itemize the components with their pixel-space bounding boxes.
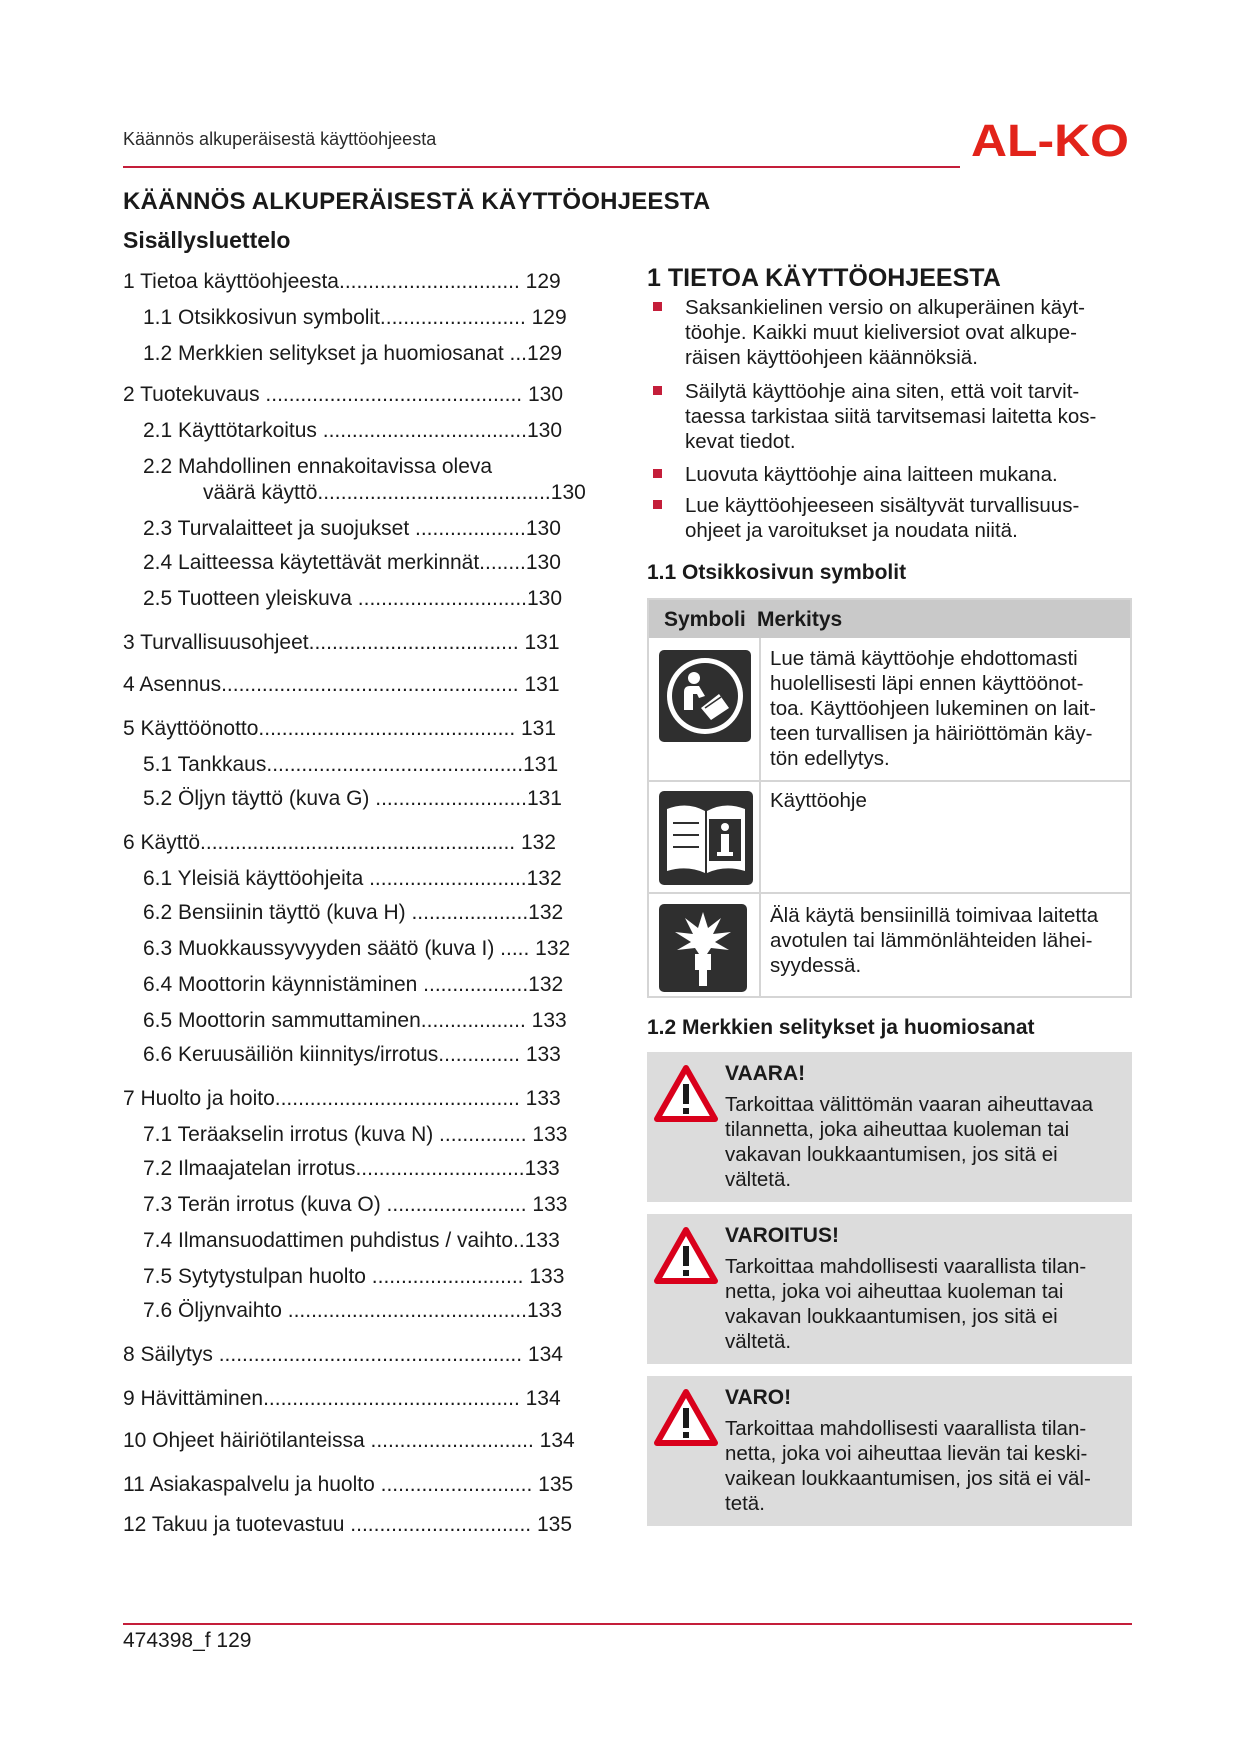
toc-item[interactable]: 5.1 Tankkaus............................................131 <box>143 753 559 776</box>
toc-item[interactable]: 7.4 Ilmansuodattimen puhdistus / vaihto..133 <box>143 1229 560 1252</box>
toc-item[interactable]: 10 Ohjeet häiriötilanteissa ............................ 134 <box>123 1429 575 1452</box>
section-1-1-title: 1.1 Otsikkosivun symbolit <box>647 561 907 584</box>
no-heat-source-icon <box>659 904 747 992</box>
toc-item[interactable]: 7.5 Sytytystulpan huolto .......................... 133 <box>143 1265 565 1288</box>
toc-item[interactable]: 7.1 Teräakselin irrotus (kuva N) ............... 133 <box>143 1123 568 1146</box>
toc-item[interactable]: 5.2 Öljyn täyttö (kuva G) ..........................131 <box>143 787 562 810</box>
toc-item[interactable]: 7.6 Öljynvaihto .........................................133 <box>143 1299 562 1322</box>
bullet-text: Lue käyttöohjeeseen sisältyvät turvallisuus- ohjeet ja varoitukset ja noudata niitä. <box>685 494 1080 542</box>
toc-item[interactable]: 2 Tuotekuvaus ............................................ 130 <box>123 383 564 406</box>
toc-item[interactable]: 6.3 Muokkaussyvyyden säätö (kuva I) ..... 132 <box>143 937 571 960</box>
warning-text: Tarkoittaa mahdollisesti vaarallista tilan- netta, joka voi aiheuttaa lievän tai keski- vaikean loukkaantumisen, jos sitä ei väl- tetä. <box>725 1417 1091 1515</box>
bullet-marker <box>653 302 662 311</box>
toc-title: Sisällysluettelo <box>123 227 291 253</box>
toc-item[interactable]: väärä käyttö........................................130 <box>203 481 586 504</box>
toc-item[interactable]: 11 Asiakaspalvelu ja huolto .......................... 135 <box>123 1473 574 1496</box>
toc-item[interactable]: 6.6 Keruusäiliön kiinnitys/irrotus.............. 133 <box>143 1043 561 1066</box>
toc-item[interactable]: 2.1 Käyttötarkoitus ...................................130 <box>143 419 563 442</box>
section-1-title: 1 TIETOA KÄYTTÖOHJEESTA <box>647 264 1001 292</box>
symbol-meaning-text: Älä käytä bensiinillä toimivaa laitetta avotulen tai lämmönlähteiden lähei- syydessä. <box>770 904 1099 977</box>
warning-title: VAARA! <box>725 1062 806 1085</box>
warning-triangle-icon <box>653 1388 719 1448</box>
toc-item[interactable]: 2.2 Mahdollinen ennakoitavissa oleva <box>143 455 493 478</box>
manual-info-icon <box>659 791 753 885</box>
toc-item[interactable]: 6.1 Yleisiä käyttöohjeita ...........................132 <box>143 867 562 890</box>
toc-item[interactable]: 5 Käyttöönotto............................................ 131 <box>123 717 557 740</box>
symbol-meaning-text: Käyttöohje <box>770 789 867 812</box>
symbol-table-header <box>649 600 1130 638</box>
toc-item[interactable]: 1 Tietoa käyttöohjeesta............................... 129 <box>123 270 561 293</box>
toc-item[interactable]: 6.5 Moottorin sammuttaminen.................. 133 <box>143 1009 567 1032</box>
toc-item[interactable]: 6.2 Bensiinin täyttö (kuva H) ....................132 <box>143 901 564 924</box>
warning-text: Tarkoittaa välittömän vaaran aiheuttavaa tilannetta, joka aiheuttaa kuoleman tai vakavan loukkaantumisen, jos sitä ei vältetä. <box>725 1093 1094 1191</box>
toc-item[interactable]: 6.4 Moottorin käynnistäminen ..................132 <box>143 973 564 996</box>
toc-item[interactable]: 9 Hävittäminen............................................ 134 <box>123 1387 561 1410</box>
toc-item[interactable]: 1.2 Merkkien selitykset ja huomiosanat ...129 <box>143 342 563 365</box>
row-divider <box>649 892 1130 894</box>
row-divider <box>649 780 1130 782</box>
warning-title: VARO! <box>725 1386 792 1409</box>
toc-item[interactable]: 3 Turvallisuusohjeet.................................... 131 <box>123 631 560 654</box>
warning-box-danger <box>647 1052 1132 1202</box>
bullet-text: Luovuta käyttöohje aina laitteen mukana. <box>685 463 1058 486</box>
toc-item[interactable]: 2.3 Turvalaitteet ja suojukset ...................130 <box>143 517 561 540</box>
header-rule <box>123 166 960 168</box>
column-header-meaning: Merkitys <box>757 608 843 631</box>
footer-rule <box>123 1623 1132 1625</box>
warning-text: Tarkoittaa mahdollisesti vaarallista tilan- netta, joka voi aiheuttaa kuoleman tai vakavan loukkaantumisen, jos sitä ei vältetä. <box>725 1255 1087 1353</box>
alko-logo <box>971 119 1131 161</box>
toc-item[interactable]: 2.5 Tuotteen yleiskuva .............................130 <box>143 587 563 610</box>
toc-item[interactable]: 12 Takuu ja tuotevastuu ............................... 135 <box>123 1513 573 1536</box>
toc-item[interactable]: 8 Säilytys .................................................... 134 <box>123 1343 563 1366</box>
bullet-text: Säilytä käyttöohje aina siten, että voit tarvit- taessa tarkistaa siitä tarvitsemasi laitetta kos- kevat tiedot. <box>685 380 1097 453</box>
toc-item[interactable]: 4 Asennus................................................... 131 <box>123 673 560 696</box>
toc-item[interactable]: 6 Käyttö...................................................... 132 <box>123 831 556 854</box>
page-title: KÄÄNNÖS ALKUPERÄISESTÄ KÄYTTÖOHJEESTA <box>123 188 711 215</box>
bullet-marker <box>653 500 662 509</box>
bullet-text: Saksankielinen versio on alkuperäinen käyt- töohje. Kaikki muut kieliversiot ovat alkupe- räisen käyttöohjeen käännöksiä. <box>685 296 1085 369</box>
column-divider <box>759 638 761 996</box>
bullet-marker <box>653 469 662 478</box>
header-subtitle: Käännös alkuperäisestä käyttöohjeesta <box>123 129 437 149</box>
warning-triangle-icon <box>653 1226 719 1286</box>
toc-item[interactable]: 7 Huolto ja hoito.......................................... 133 <box>123 1087 561 1110</box>
toc-item[interactable]: 1.1 Otsikkosivun symbolit......................... 129 <box>143 306 567 329</box>
bullet-marker <box>653 386 662 395</box>
svg-text:AL-KO: AL-KO <box>971 119 1129 161</box>
column-header-symbol: Symboli <box>664 608 746 631</box>
warning-triangle-icon <box>653 1064 719 1124</box>
toc-item[interactable]: 7.2 Ilmaajatelan irrotus.............................133 <box>143 1157 560 1180</box>
symbol-meaning-text: Lue tämä käyttöohje ehdottomasti huolellisesti läpi ennen käyttöönot- toa. Käyttöohjeen lukeminen on lait- teen turvallisen ja häiriöttömän käy- tön edellytys. <box>770 647 1096 770</box>
read-manual-icon <box>659 650 751 742</box>
page-footer: 474398_f 129 <box>123 1629 252 1652</box>
warning-title: VAROITUS! <box>725 1224 839 1247</box>
warning-box-caution <box>647 1376 1132 1526</box>
symbol-table <box>647 598 1132 998</box>
warning-box-warning <box>647 1214 1132 1364</box>
toc-item[interactable]: 2.4 Laitteessa käytettävät merkinnät........130 <box>143 551 561 574</box>
toc-item[interactable]: 7.3 Terän irrotus (kuva O) ........................ 133 <box>143 1193 568 1216</box>
section-1-2-title: 1.2 Merkkien selitykset ja huomiosanat <box>647 1016 1035 1039</box>
